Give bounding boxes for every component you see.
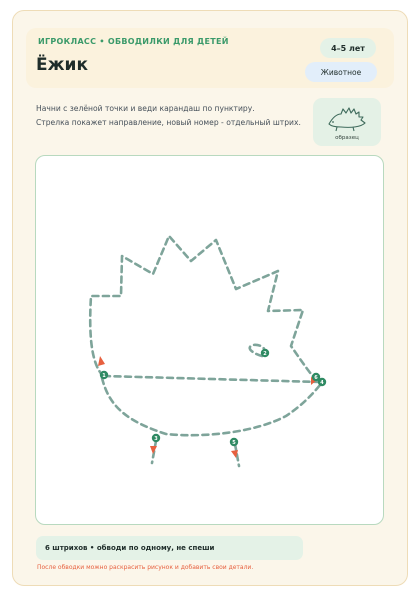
sample-card	[313, 98, 381, 146]
start-number: 2	[263, 351, 267, 357]
start-dot-3[interactable]	[152, 434, 160, 442]
age-badge: 4–5 лет	[320, 38, 376, 58]
trace-stroke-back	[90, 236, 318, 383]
start-number: 1	[102, 373, 106, 379]
start-number: 4	[320, 380, 324, 386]
stroke-summary: 6 штрихов • обводи по одному, не спеши	[36, 536, 303, 560]
start-dot-5[interactable]	[230, 438, 238, 446]
page-title: Ёжик	[36, 55, 88, 75]
start-number: 3	[154, 436, 158, 442]
arrow-icon	[150, 446, 157, 454]
instructions	[36, 102, 306, 130]
instruction-line-1: Начни с зелёной точки и веди карандаш по пунктиру.	[36, 104, 255, 113]
trace-stroke-belly	[104, 376, 319, 382]
arrow-icon	[98, 356, 105, 366]
brand-label: ИГРОКЛАСС • ОБВОДИЛКИ ДЛЯ ДЕТЕЙ	[38, 37, 229, 46]
start-dot-2[interactable]	[261, 349, 269, 357]
start-dot-1[interactable]	[100, 371, 108, 379]
hedgehog-trace	[36, 156, 384, 525]
tracing-area[interactable]	[35, 155, 384, 525]
start-number: 5	[232, 440, 236, 446]
instruction-line-2: Стрелка покажет направление, новый номер - отдельный штрих.	[36, 118, 301, 127]
category-badge: Животное	[305, 62, 377, 82]
hedgehog-icon	[323, 102, 371, 134]
sample-label: образец	[335, 135, 359, 141]
trace-stroke-underside	[102, 378, 320, 435]
direction-arrows	[98, 356, 317, 458]
footer-note: После обводки можно раскрасить рисунок и добавить свои детали.	[37, 564, 254, 571]
start-number: 6	[314, 375, 318, 381]
start-dots	[100, 349, 326, 446]
start-dot-6[interactable]	[312, 373, 320, 381]
